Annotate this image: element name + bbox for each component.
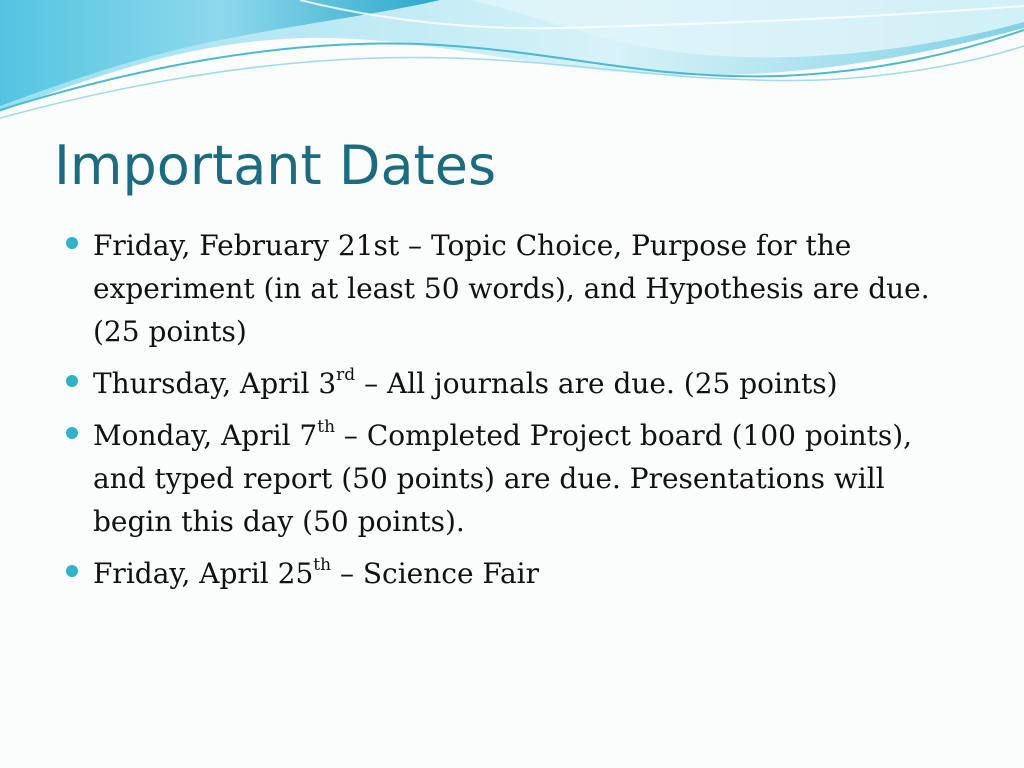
bullet-text [93, 367, 838, 400]
ordinal-suffix: th [317, 417, 336, 437]
list-item-apr-25 [66, 552, 966, 595]
bullet-text-detail: – Science Fair [331, 557, 539, 590]
bullet-text-date: Monday, April 7 [93, 419, 318, 452]
bullet-text: Friday, February 21st – Topic Choice, Purpose for the experiment (in at least 50 words), and Hypothesis are due. (25 points) [93, 229, 930, 348]
list-item-apr-3 [66, 362, 966, 405]
important-dates-list [66, 224, 966, 604]
bullet-dot-icon [66, 237, 78, 249]
bullet-dot-icon [66, 427, 78, 439]
list-item-feb-21 [66, 224, 966, 353]
list-item-apr-7 [66, 414, 966, 543]
bullet-text-detail: – Completed Project board (100 points), and typed report (50 points) are due. Presentations will begin this day (50 points). [93, 419, 913, 538]
wave-header-decoration [0, 0, 1024, 130]
bullet-text-detail: – All journals are due. (25 points) [355, 367, 838, 400]
bullet-text-date: Thursday, April 3 [93, 367, 337, 400]
ordinal-suffix: th [313, 555, 332, 575]
bullet-text-date: Friday, April 25 [93, 557, 314, 590]
bullet-dot-icon [66, 565, 78, 577]
ordinal-suffix: rd [336, 365, 356, 385]
bullet-text [93, 557, 539, 590]
slide-title: Important Dates [54, 134, 497, 197]
bullet-dot-icon [66, 375, 78, 387]
bullet-text [93, 419, 912, 538]
